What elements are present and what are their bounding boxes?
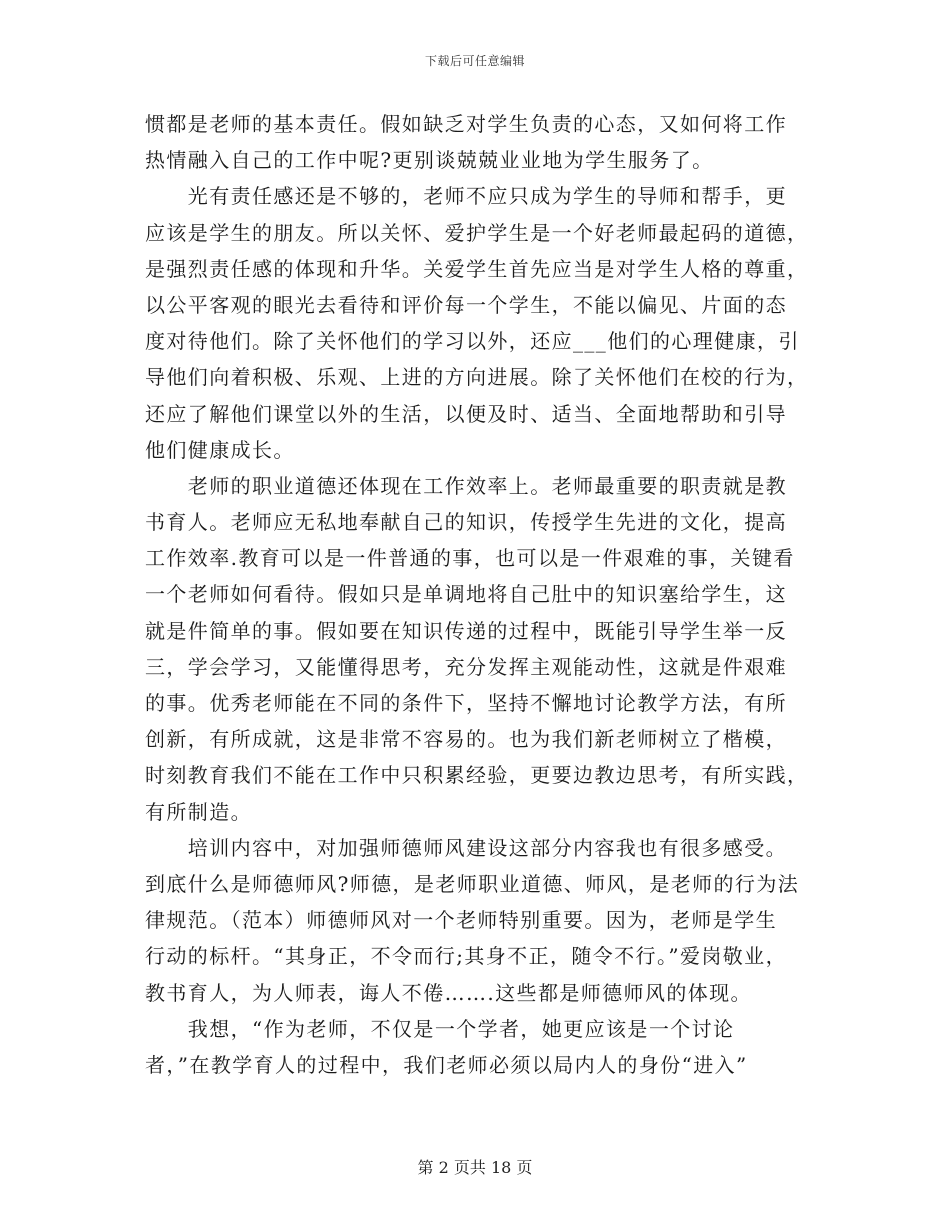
body-line: 时刻教育我们不能在工作中只积累经验，更要边教边思考，有所实践，	[145, 763, 809, 788]
body-line: 度对待他们。除了关怀他们的学习以外，还应___他们的心理健康，引	[145, 329, 800, 354]
body-line: 律规范。（范本）师德师风对一个老师特别重要。因为，老师是学生	[145, 908, 777, 933]
body-line: 者，”在教学育人的过程中，我们老师必须以局内人的身份“进入”	[145, 1052, 748, 1077]
body-line: 就是件简单的事。假如要在知识传递的过程中，既能引导学生举一反	[145, 618, 787, 643]
body-line: 老师的职业道德还体现在工作效率上。老师最重要的职责就是教	[145, 473, 787, 498]
body-line: 惯都是老师的基本责任。假如缺乏对学生负责的心态，又如何将工作	[145, 112, 787, 136]
body-line: 我想，“作为老师，不仅是一个学者，她更应该是一个讨论	[145, 1016, 735, 1041]
body-line: 导他们向着积极、乐观、上进的方向进展。除了关怀他们在校的行为，	[145, 365, 809, 390]
document-body	[145, 106, 825, 1083]
body-line: 三，学会学习，又能懂得思考，充分发挥主观能动性，这就是件艰难	[145, 654, 787, 679]
body-line: 他们健康成长。	[145, 437, 295, 462]
body-line: 书育人。老师应无私地奉献自己的知识，传授学生先进的文化，提高	[145, 510, 787, 535]
body-line: 光有责任感还是不够的，老师不应只成为学生的导师和帮手，更	[145, 184, 787, 209]
body-line: 的事。优秀老师能在不同的条件下，坚持不懈地讨论教学方法，有所	[145, 691, 787, 715]
body-line: 工作效率.教育可以是一件普通的事，也可以是一件艰难的事，关键看	[145, 546, 795, 571]
body-line: 有所制造。	[145, 799, 252, 824]
body-line: 教书育人，为人师表，诲人不倦…….这些都是师德师风的体现。	[145, 980, 752, 1005]
page-footer: 第 2 页共 18 页	[417, 1158, 533, 1177]
body-line: 到底什么是师德师风?师德，是老师职业道德、师风，是老师的行为法	[145, 871, 800, 896]
body-line: 一个老师如何看待。假如只是单调地将自己肚中的知识塞给学生，这	[145, 582, 787, 607]
body-line: 行动的标杆。“其身正，不令而行;其身不正，随令不行。”爱岗敬业，	[145, 944, 787, 969]
page-header: 下载后可任意编辑	[424, 54, 525, 68]
body-line: 热情融入自己的工作中呢?更别谈兢兢业业地为学生服务了。	[145, 148, 714, 173]
body-line: 是强烈责任感的体现和升华。关爱学生首先应当是对学生人格的尊重，	[145, 256, 809, 281]
body-line: 还应了解他们课堂以外的生活，以便及时、适当、全面地帮助和引导	[145, 401, 787, 426]
body-line: 以公平客观的眼光去看待和评价每一个学生，不能以偏见、片面的态	[145, 292, 787, 317]
body-line: 创新，有所成就，这是非常不容易的。也为我们新老师树立了楷模，	[145, 727, 787, 752]
body-line: 培训内容中，对加强师德师风建设这部分内容我也有很多感受。	[145, 835, 787, 860]
body-line: 应该是学生的朋友。所以关怀、爱护学生是一个好老师最起码的道德，	[145, 220, 809, 245]
